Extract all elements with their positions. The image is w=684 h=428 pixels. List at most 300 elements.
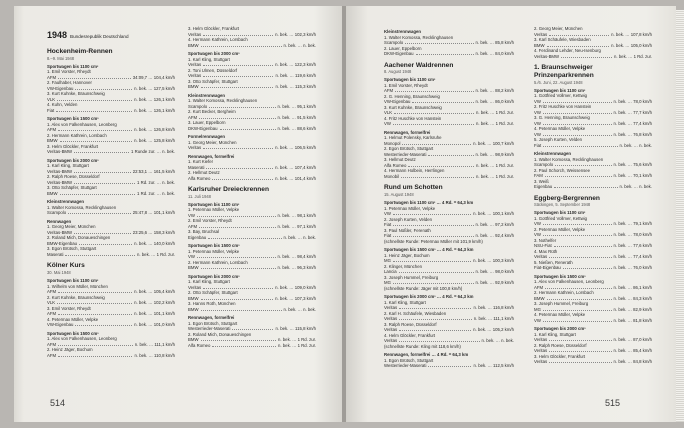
dot-leader xyxy=(555,162,611,166)
entry-name: 3. Bay, Bruchsal xyxy=(188,229,219,235)
dot-leader xyxy=(549,348,611,352)
result-entry xyxy=(384,286,514,292)
entry-name: AFM xyxy=(47,311,57,317)
dot-leader xyxy=(554,184,617,188)
dot-leader xyxy=(74,149,129,153)
result-entry xyxy=(47,252,175,258)
entry-name: 2. Hellmut Deutz xyxy=(188,170,220,175)
dot-leader xyxy=(393,211,471,215)
dot-leader xyxy=(549,337,611,341)
entry-result: n. bek. … 1 Rd. zur. xyxy=(278,337,316,343)
entry-result: n. bek. … 1 Rd. zur. xyxy=(476,121,514,127)
entry-result: n. bek. … 102,2 km/h xyxy=(134,300,175,306)
dot-leader xyxy=(543,132,612,136)
entry-name: 2. Fritz Huschke von Hanstein xyxy=(534,104,592,110)
class-heading: Sportwagen bis 2000 cm³ xyxy=(534,326,586,332)
entry-name: Westerrieder-Maserati xyxy=(384,151,427,157)
entry-name: 3. Karl Schäufele, Wiesbaden xyxy=(534,37,591,42)
entry-result: n. bek. … 95,1 km/h xyxy=(277,103,316,109)
entry-result: n. bek. … 111,1 km/h xyxy=(473,316,514,322)
entry-name: Alfa Romeo xyxy=(188,175,211,181)
entry-name: 2. Ralph Roese, Düsseldorf xyxy=(534,342,587,348)
dot-leader xyxy=(393,233,473,237)
entry-name: 2. Ralph Roese, Düsseldorf xyxy=(47,174,100,180)
entry-name: 4. Kuhn, Velden xyxy=(47,102,78,108)
race-date: Säckingen, 5. September 1948 xyxy=(534,202,591,208)
entry-result: n. bek. … n. bek. xyxy=(283,42,316,48)
entry-name: 1. Walter Komossa, Recklinghausen xyxy=(47,204,117,210)
dot-leader xyxy=(399,338,479,342)
dot-leader xyxy=(203,285,273,289)
dot-leader xyxy=(543,307,612,311)
entry-name: VLK xyxy=(47,96,56,102)
class-heading: Kleinstrennwagen xyxy=(384,29,422,34)
entry-name: Veritas xyxy=(188,73,202,78)
entry-result: n. bek. … 106,5 km/h xyxy=(275,145,316,150)
entry-result: n. bek. … 107,4 km/h xyxy=(275,164,316,170)
entry-name: BMW-Eigenbau xyxy=(47,240,78,246)
entry-result: n. bek. … 102,3 km/h xyxy=(275,31,316,37)
entry-result: n. bek. … 115,8 km/h xyxy=(275,326,316,332)
dot-leader xyxy=(199,115,275,119)
entry-result: n. bek. … 97,2 km/h xyxy=(475,222,514,228)
entry-result: n. bek. … 100,7 km/h xyxy=(473,140,514,146)
entry-name: 1. Petermax Müller, Velpke xyxy=(384,205,436,211)
entry-result: n. bek. … n. bek. xyxy=(283,234,316,240)
result-entry xyxy=(534,265,652,271)
entry-result: n. bek. … 98,1 km/h xyxy=(277,212,316,218)
entry-name: AFM xyxy=(47,127,57,133)
race-title: Aachener Waldrennen xyxy=(384,61,454,69)
entry-result: n. bek. … 76,0 km/h xyxy=(613,265,652,271)
entry-name: Veritas xyxy=(384,305,398,311)
entry-name: 2. Heinz Jäger, Bochum xyxy=(47,347,93,353)
dot-leader xyxy=(543,143,617,147)
entry-name: VLK xyxy=(384,110,393,116)
dot-leader xyxy=(394,110,474,114)
entry-name: 1. Helmut Polensky, Karlsruhe xyxy=(384,135,442,141)
dot-leader xyxy=(561,54,612,58)
entry-name: VW xyxy=(384,121,391,127)
result-entry xyxy=(188,307,316,313)
entry-name: Veritas xyxy=(384,327,398,333)
entry-name: BMW xyxy=(188,84,199,89)
year-subheading: Bundesrepublik Deutschland xyxy=(70,34,129,39)
result-entry xyxy=(534,54,652,60)
entry-name: 2. Karl H. Schäufele, Wiesbaden xyxy=(384,310,447,316)
entry-result: n. bek. … 140,0 km/h xyxy=(134,240,175,246)
right-page-column-2 xyxy=(534,26,652,365)
entry-name: Eigenbau xyxy=(534,184,553,190)
entry-name: FAM xyxy=(534,173,543,179)
entry-name: 1. Georg Meier, München xyxy=(47,224,96,230)
entry-name: (schnellste Runde: Petermax Müller mit 101,9 km/h) xyxy=(384,238,483,244)
entry-name: BMW xyxy=(188,42,199,48)
dot-leader xyxy=(393,222,473,226)
entry-name: VW xyxy=(534,232,541,238)
dot-leader xyxy=(401,174,474,178)
entry-name: Fiat xyxy=(534,142,542,148)
entry-name: 3. Helm Glöckler, Frankfurt xyxy=(188,26,240,31)
entry-result: n. bek. … n. bek. xyxy=(283,306,316,312)
entry-result: n. bek. … 98,4 km/h xyxy=(277,254,316,260)
entry-name: Scampolo xyxy=(188,103,208,109)
dot-leader xyxy=(393,121,474,125)
class-heading: Kleinstrennwagen xyxy=(47,199,85,205)
result-entry xyxy=(47,149,175,155)
class-heading: Sportwagen bis 2000 cm³ xyxy=(47,157,99,163)
result-entry xyxy=(384,51,514,57)
entry-name: VW-Eigenbau xyxy=(47,322,74,328)
entry-result: n. bek. … 1 Rd. zur. xyxy=(476,110,514,116)
entry-result: n. bek. … 1 Rd. zur. xyxy=(476,173,514,179)
class-heading: Sportwagen bis 1500 cm³ … 4 Rd. = 64,3 km xyxy=(384,247,474,253)
result-entry xyxy=(188,84,316,90)
entry-name: DKW-Eigenbau xyxy=(188,125,218,131)
entry-name: MG xyxy=(384,258,391,264)
dot-leader xyxy=(209,104,275,108)
entry-result: n. bek. … 105,0 km/h xyxy=(611,42,652,48)
entry-result: n. bek. … 126,8 km/h xyxy=(134,127,175,133)
result-entry xyxy=(384,174,514,180)
dot-leader xyxy=(58,311,132,315)
entry-name: 3. Weiß xyxy=(534,178,549,184)
entry-name: Veritas-BMW xyxy=(47,168,73,174)
entry-name: 1. Walter Komossa, Recklinghausen xyxy=(384,34,454,40)
entry-name: VW xyxy=(534,120,541,126)
dot-leader xyxy=(74,230,131,234)
class-heading: Kleinstrennwagen xyxy=(188,92,226,98)
entry-result: n. bek. … 77,6 km/h xyxy=(613,243,652,249)
entry-result: n. bek. … n. bek. xyxy=(619,184,652,190)
entry-name: 3. Nothelfer xyxy=(534,237,557,243)
dot-leader xyxy=(549,254,611,258)
race-date: 5./6. Juni, 22. August 1948 xyxy=(534,79,583,85)
entry-result: n. bek. … 86,0 km/h xyxy=(475,99,514,105)
entry-result: n. bek. … 92,4 km/h xyxy=(475,233,514,239)
entry-name: VW xyxy=(534,221,541,227)
class-heading: Sportwagen bis 2000 cm³ xyxy=(188,51,240,56)
entry-name: 1. Alex von Falkenhausen, Leonberg xyxy=(534,279,604,285)
entry-name: 4. Max Rüth xyxy=(534,248,558,254)
entry-result: n. bek. … 107,8 km/h xyxy=(611,31,652,37)
entry-result: n. bek. … 85,8 km/h xyxy=(475,40,514,45)
entry-name: AFM xyxy=(47,352,57,358)
result-entry xyxy=(188,43,316,49)
entry-name: VW xyxy=(534,98,541,104)
result-entry xyxy=(384,363,514,369)
entry-name: 5. Joseph Kurten, Velden xyxy=(534,137,583,143)
entry-name: 1. Wilhelm von Müller, München xyxy=(47,283,108,289)
entry-name: 4. Ferdinand Lehder, Neu-Isenburg xyxy=(534,48,601,53)
result-entry xyxy=(188,176,316,182)
entry-result: 34:09,7 … 104,4 km/h xyxy=(132,74,175,80)
dot-leader xyxy=(203,73,273,77)
entry-name: 1. Gottfried Vollmer, Kettwig xyxy=(534,215,588,221)
dot-leader xyxy=(74,169,131,173)
entry-result: n. bek. … 81,8 km/h xyxy=(613,317,652,323)
dot-leader xyxy=(197,213,276,217)
entry-result: n. bek. … 84,0 km/h xyxy=(475,51,514,56)
dot-leader xyxy=(75,322,132,326)
dot-leader xyxy=(543,110,612,114)
entry-name: BMW xyxy=(47,190,58,196)
entry-name: 2. G. Henning, Braunschweig xyxy=(384,93,440,99)
race-title: 1. Braunschweiger Prinzenparkrennen xyxy=(534,64,594,79)
entry-name: VW xyxy=(534,317,541,323)
entry-name: 2. Toni Ulmen, Düsseldorf xyxy=(188,67,238,73)
result-entry xyxy=(188,235,316,241)
entry-name: 1. Heinz Jäger, Bochum xyxy=(384,252,430,258)
entry-result: n. bek. … 84,3 km/h xyxy=(613,295,652,301)
entry-name: 1. Egon Brütsch, Stuttgart xyxy=(188,320,238,326)
entry-name: Veritas xyxy=(188,284,202,290)
dot-leader xyxy=(75,86,132,90)
dot-leader xyxy=(399,269,474,273)
entry-result: n. bek. … 82,9 km/h xyxy=(613,306,652,312)
entry-name: Fiat xyxy=(384,222,392,228)
entry-result: n. bek. … 125,8 km/h xyxy=(134,138,175,144)
entry-name: 1. Kurt Kiefer xyxy=(188,159,214,164)
class-heading: Sportwagen bis 1500 cm³ xyxy=(188,243,240,249)
entry-result: n. bek. … 84,8 km/h xyxy=(613,359,652,365)
entry-name: 1. Walter Komossa, Recklinghausen xyxy=(534,156,604,162)
dot-leader xyxy=(201,307,282,311)
dot-leader xyxy=(399,327,471,331)
entry-result: n. bek. … 1 Rd. zur. xyxy=(614,53,652,59)
entry-name: Fiat-Eigenbau xyxy=(534,265,561,271)
dot-leader xyxy=(408,163,474,167)
class-heading: Kleinstrennwagen xyxy=(534,151,572,157)
dot-leader xyxy=(547,296,612,300)
dot-leader xyxy=(206,165,273,169)
dot-leader xyxy=(203,62,273,66)
entry-name: 2. Hermann Kathrein, Lorsbach xyxy=(188,259,248,265)
entry-result: n. bek. … 110,8 km/h xyxy=(134,352,175,358)
entry-name: VW xyxy=(534,109,541,115)
dot-leader xyxy=(405,40,473,44)
entry-name: 2. Kurt Becker, Bergheim xyxy=(188,109,236,114)
entry-name: 3. G. Henning, Braunschweig xyxy=(534,115,590,121)
entry-name: 3. Helm Glöckler, Frankfurt xyxy=(47,143,99,149)
class-heading: Sportwagen bis 1100 cm³ xyxy=(47,63,99,69)
entry-name: BMW xyxy=(534,295,545,301)
entry-name: (schnellste Runde: Kling mit 118,6 km/h) xyxy=(384,343,461,349)
entry-name: 1. Walter Komossa, Recklinghausen xyxy=(188,98,258,103)
entry-name: Eigenbau xyxy=(188,234,207,240)
entry-name: VW-Eigenbau xyxy=(384,99,411,105)
entry-name: 3. Ralph Roese, Düsseldorf xyxy=(384,321,437,327)
dot-leader xyxy=(563,265,612,269)
entry-name: 2. Petermax Müller, Velpke xyxy=(534,226,586,232)
dot-leader xyxy=(545,173,612,177)
entry-result: 1 Rd. zur. … n. bek. xyxy=(137,179,175,185)
dot-leader xyxy=(201,84,274,88)
entry-name: 2. Paul Schorch, Weissensee xyxy=(534,167,591,173)
entry-name: AFM xyxy=(534,284,544,290)
result-entry xyxy=(188,265,316,271)
entry-name: 1. Karl Kling, Stuttgart xyxy=(534,331,576,337)
dot-leader xyxy=(79,241,132,245)
entry-result: n. bek. … 87,0 km/h xyxy=(613,337,652,343)
dot-leader xyxy=(549,32,609,36)
entry-name: Maserati xyxy=(188,164,205,170)
entry-name: 3. Hanns Roth, München xyxy=(188,301,236,307)
dot-leader xyxy=(58,75,131,79)
result-entry xyxy=(188,126,316,132)
result-entry xyxy=(534,359,652,365)
class-heading: Sportwagen bis 2000 cm³ xyxy=(188,273,240,279)
dot-leader xyxy=(60,191,136,195)
entry-name: Veritas-BMW xyxy=(47,229,73,235)
race-title: Eggberg-Bergrennen xyxy=(534,194,600,202)
result-entry xyxy=(384,344,514,350)
dot-leader xyxy=(58,342,133,346)
dot-leader xyxy=(545,285,611,289)
dot-leader xyxy=(203,145,273,149)
entry-name: VW xyxy=(188,212,195,218)
entry-name: AFM xyxy=(188,223,198,229)
entry-name: BMW xyxy=(188,295,199,301)
dot-leader xyxy=(412,99,473,103)
entry-name: 1. Karl Kling, Stuttgart xyxy=(384,299,426,305)
entry-result: n. bek. … 97,1 km/h xyxy=(277,223,316,229)
entry-name: 3. Kurt Kuhnke, Braunschweig xyxy=(47,91,105,97)
entry-name: 5. Nießen, Renerath xyxy=(534,259,573,265)
entry-result: n. bek. … 70,1 km/h xyxy=(613,173,652,179)
dot-leader xyxy=(399,305,471,309)
page-edges xyxy=(676,10,684,422)
left-page-column-1 xyxy=(47,26,175,358)
right-page xyxy=(346,6,676,422)
entry-result: n. bek. … 98,0 km/h xyxy=(475,269,514,275)
entry-name: 3. Otto Schäpfer, Stuttgart xyxy=(188,78,238,84)
dot-leader xyxy=(393,280,474,284)
entry-result: n. bek. … 111,1 km/h xyxy=(134,341,175,347)
entry-result: n. bek. … 88,2 km/h xyxy=(475,88,514,94)
dot-leader xyxy=(57,97,132,101)
entry-name: Veritas xyxy=(188,31,202,37)
entry-name: 1. Gottfried Vollmer, Kettwig xyxy=(534,93,588,99)
entry-result: n. bek. … 96,3 km/h xyxy=(277,265,316,271)
entry-name: Veritas-BMW xyxy=(47,179,73,185)
dot-leader xyxy=(399,316,472,320)
entry-name: Lancia xyxy=(384,269,397,275)
entry-name: MG xyxy=(384,280,391,286)
entry-result: n. bek. … 78,0 km/h xyxy=(613,232,652,238)
entry-name: 4. Helm Glöckler, Frankfurt xyxy=(384,332,436,338)
year-heading: 1948 Bundesrepublik Deutschland xyxy=(47,30,129,40)
dot-leader xyxy=(393,258,471,262)
result-entry xyxy=(47,191,175,197)
page-number: 515 xyxy=(604,398,620,408)
entry-result: n. bek. … 101,0 km/h xyxy=(134,322,175,328)
class-heading: Sportwagen bis 1500 cm³ xyxy=(534,273,586,279)
entry-name: Veritas xyxy=(534,359,548,365)
entry-name: 2. Roland Mich, Donaueschingen xyxy=(47,235,111,241)
entry-result: n. bek. … n. bek. xyxy=(481,338,514,344)
class-heading: Sportwagen bis 1100 cm³ xyxy=(534,210,586,216)
entry-name: 4. Hermann Holbein, Herrlingen xyxy=(384,168,445,174)
entry-name: Veritas-BMW xyxy=(534,53,560,59)
entry-name: 1. Karl Kling, Stuttgart xyxy=(188,56,230,62)
entry-name: Alfa Romeo xyxy=(188,342,211,348)
class-heading: Sportwagen bis 1100 cm³ … 4 Rd. = 64,3 km xyxy=(384,200,474,206)
entry-name: 3. Joseph Hummel, Freiburg xyxy=(534,301,589,307)
dot-leader xyxy=(58,127,132,131)
entry-name: Veritas-BMW xyxy=(47,149,73,155)
entry-name: BMW xyxy=(188,337,199,343)
entry-result: n. bek. … 77,4 km/h xyxy=(613,254,652,260)
entry-name: (schnellste Runde: Jäger mit 100,8 km/h) xyxy=(384,285,463,291)
entry-result: n. bek. … 107,3 km/h xyxy=(275,295,316,301)
dot-leader xyxy=(543,232,612,236)
race-title: Karlsruher Dreieckrennen xyxy=(188,186,269,193)
entry-result: 23:25,6 … 158,3 km/h xyxy=(132,229,175,235)
entry-result: n. bek. … 101,1 km/h xyxy=(134,311,175,317)
dot-leader xyxy=(65,252,135,256)
result-entry xyxy=(47,322,175,328)
entry-name: Veritas xyxy=(188,145,202,150)
race-date: 8.–9. Mai 1948 xyxy=(47,55,75,61)
entry-result: n. bek. … 75,6 km/h xyxy=(613,162,652,168)
entry-name: 2. Hermann Kathrein, Lorsbach xyxy=(47,132,107,138)
entry-name: 4. Hermann Kathrein, Lorsbach xyxy=(188,37,248,42)
entry-name: 3. Paul Nüßler, Ferenath xyxy=(384,227,431,233)
entry-name: 1. Petermax Müller, Velpke xyxy=(188,248,240,254)
entry-result: n. bek. … 100,1 km/h xyxy=(473,211,514,217)
entry-name: VW xyxy=(534,131,541,137)
entry-result: n. bek. … 126,1 km/h xyxy=(134,107,175,113)
class-heading: Rennwagen xyxy=(47,218,72,224)
entry-name: 2. Kurt Kuhnke, Braunschweig xyxy=(47,294,105,300)
entry-name: 2. Georg Meier, München xyxy=(534,26,583,31)
entry-name: Veritas xyxy=(534,31,548,37)
entry-name: 4. Petermax Müller, Velpke xyxy=(47,316,99,322)
entry-name: 1. Karl Kling, Stuttgart xyxy=(47,163,89,169)
entry-result: n. bek. … 1 Rd. zur. xyxy=(476,162,514,168)
entry-name: 2. Faulhaber, Hannover xyxy=(47,80,92,86)
entry-name: MG xyxy=(534,306,541,312)
entry-result: n. bek. … 112,5 km/h xyxy=(473,363,514,369)
dot-leader xyxy=(547,43,610,47)
entry-name: 1. Egon Brütsch, Stuttgart xyxy=(384,357,434,363)
entry-name: 3. Emil Vorster, Rheydt xyxy=(47,305,91,311)
entry-name: Monopol xyxy=(384,140,401,146)
dot-leader xyxy=(543,99,612,103)
dot-leader xyxy=(212,343,276,347)
result-entry xyxy=(188,145,316,151)
entry-name: Veritas xyxy=(384,316,398,322)
entry-name: Westerrieder-Maserati xyxy=(384,363,427,369)
result-entry xyxy=(47,210,175,216)
entry-name: VLK xyxy=(47,300,56,306)
class-heading: Rennwagen, formelfrei xyxy=(384,129,431,135)
entry-result: n. bek. … 76,8 km/h xyxy=(613,131,652,137)
entry-result: n. bek. … n. bek. xyxy=(619,142,652,148)
dot-leader xyxy=(220,126,276,130)
entry-name: 2. Klinger, München xyxy=(384,263,422,269)
entry-name: 3. Egon Brütsch, Stuttgart xyxy=(47,246,97,252)
entry-result: n. bek. … 100,3 km/h xyxy=(473,258,514,264)
entry-name: Westerrieder-Maserati xyxy=(188,326,231,332)
entry-name: 4. Fritz Huschke von Hanstein xyxy=(384,115,442,121)
entry-name: 3. Kurt Kuhnke, Braunschweig xyxy=(384,104,442,110)
dot-leader xyxy=(201,43,282,47)
entry-name: 3. Hellmut Deutz xyxy=(384,157,416,163)
dot-leader xyxy=(395,88,473,92)
entry-name: BMW xyxy=(534,42,545,48)
